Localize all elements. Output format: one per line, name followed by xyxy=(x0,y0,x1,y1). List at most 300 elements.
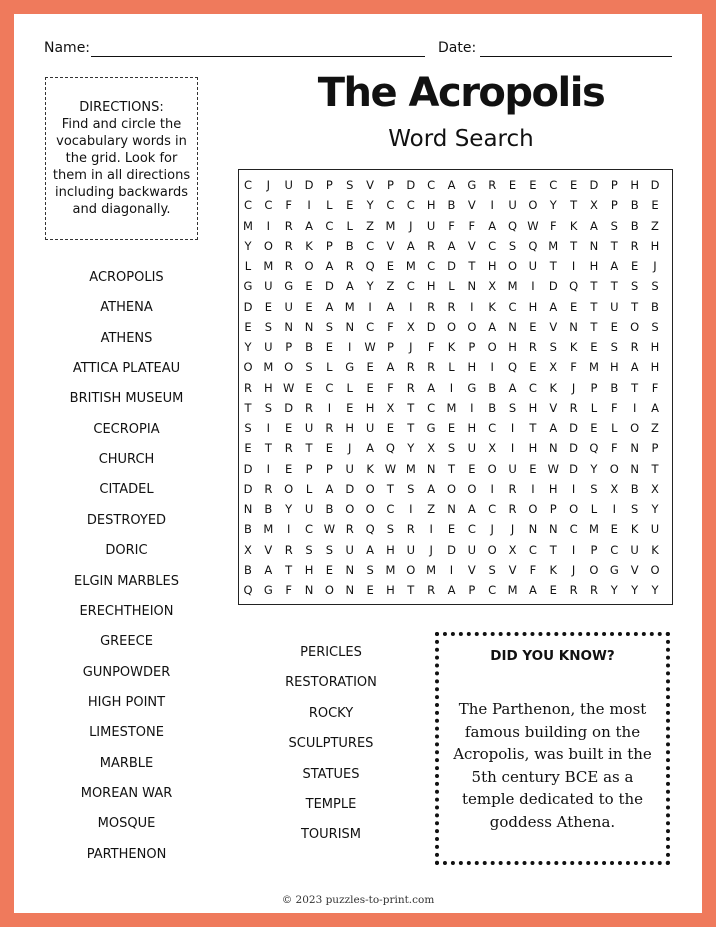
grid-letter: O xyxy=(365,481,375,496)
grid-letter: C xyxy=(427,400,436,415)
grid-letter: H xyxy=(467,421,477,435)
grid-letter: D xyxy=(426,319,436,334)
grid-letter: A xyxy=(447,583,456,597)
grid-letter: C xyxy=(243,198,253,213)
grid-letter: S xyxy=(264,319,272,334)
grid-letter: V xyxy=(549,400,558,415)
grid-letter: C xyxy=(325,218,334,233)
grid-letter: L xyxy=(305,481,313,496)
grid-letter: Z xyxy=(427,502,436,516)
grid-letter: E xyxy=(366,380,374,395)
grid-letter: C xyxy=(569,522,578,537)
grid-letter: E xyxy=(590,340,598,354)
grid-letter: M xyxy=(243,218,253,233)
name-label: Name: xyxy=(44,40,91,56)
grid-letter: L xyxy=(590,502,598,516)
grid-letter: H xyxy=(365,400,375,415)
grid-letter: I xyxy=(286,522,291,537)
grid-letter: A xyxy=(427,380,436,395)
grid-letter: Q xyxy=(385,441,395,456)
grid-letter: H xyxy=(650,360,660,375)
grid-letter: S xyxy=(610,218,618,233)
grid-letter: C xyxy=(366,319,375,334)
grid-letter: O xyxy=(589,562,599,577)
grid-letter: R xyxy=(345,259,354,273)
grid-letter: V xyxy=(467,562,476,577)
grid-letter: M xyxy=(548,238,559,253)
date-label: Date: xyxy=(438,40,477,56)
grid-letter: Y xyxy=(366,279,374,294)
grid-letter: F xyxy=(448,218,455,233)
grid-letter: G xyxy=(467,380,477,395)
grid-letter: C xyxy=(488,238,497,253)
grid-letter: O xyxy=(569,502,579,516)
grid-letter: U xyxy=(650,522,660,537)
grid-letter: U xyxy=(508,461,517,476)
grid-letter: R xyxy=(569,583,578,597)
grid-letter: A xyxy=(528,583,537,597)
did-you-know-text: The Parthenon, the most famous building on the Acropolis, was built in the 5th century BCE as a temple dedicated to the goddess Athena. xyxy=(453,700,652,831)
grid-letter: N xyxy=(243,502,253,516)
grid-letter: O xyxy=(324,583,334,597)
grid-letter: I xyxy=(409,299,413,314)
grid-letter: O xyxy=(467,319,477,334)
grid-letter: S xyxy=(407,481,415,496)
grid-letter: F xyxy=(387,319,394,334)
grid-letter: V xyxy=(549,319,558,334)
grid-letter: I xyxy=(470,299,474,314)
grid-letter: R xyxy=(508,481,517,496)
grid-letter: I xyxy=(490,360,494,375)
grid-letter: L xyxy=(346,218,353,233)
word-list-item: CECROPIA xyxy=(93,421,160,437)
grid-letter: D xyxy=(345,481,355,496)
grid-letter: K xyxy=(630,522,639,537)
grid-letter: O xyxy=(304,259,314,273)
grid-letter: N xyxy=(447,502,456,516)
grid-letter: S xyxy=(630,279,639,294)
word-list-item: TEMPLE xyxy=(305,797,357,812)
grid-letter: N xyxy=(304,583,314,597)
grid-letter: R xyxy=(406,522,415,537)
grid-letter: A xyxy=(406,238,415,253)
grid-letter: P xyxy=(305,461,313,476)
grid-letter: R xyxy=(325,421,334,435)
grid-letter: E xyxy=(305,299,313,314)
grid-letter: C xyxy=(528,380,537,395)
date-line xyxy=(480,56,672,57)
grid-letter: A xyxy=(651,400,659,415)
grid-letter: W xyxy=(384,461,397,476)
grid-letter: B xyxy=(630,481,639,496)
grid-letter: G xyxy=(263,583,273,597)
grid-letter: A xyxy=(305,218,313,233)
grid-letter: D xyxy=(304,178,314,192)
word-list-item: HIGH POINT xyxy=(87,694,166,710)
grid-letter: E xyxy=(366,360,374,375)
grid-letter: M xyxy=(263,360,274,375)
grid-letter: Q xyxy=(589,441,599,456)
grid-letter: L xyxy=(448,279,455,294)
grid-letter: R xyxy=(406,380,415,395)
grid-letter: M xyxy=(263,259,274,273)
grid-letter: O xyxy=(487,461,497,476)
grid-letter: I xyxy=(571,542,576,557)
grid-letter: J xyxy=(409,340,413,354)
grid-letter: M xyxy=(405,259,416,273)
grid-letter: I xyxy=(531,279,535,294)
grid-letter: A xyxy=(508,380,517,395)
grid-letter: B xyxy=(325,502,334,516)
grid-letter: P xyxy=(590,380,598,395)
grid-letter: T xyxy=(610,238,618,253)
grid-letter: Y xyxy=(366,198,374,213)
grid-letter: E xyxy=(346,198,354,213)
grid-letter: C xyxy=(488,502,497,516)
grid-letter: R xyxy=(427,583,436,597)
grid-letter: S xyxy=(610,340,618,354)
grid-letter: M xyxy=(446,400,457,415)
grid-letter: T xyxy=(285,562,293,577)
grid-letter: Q xyxy=(508,218,518,233)
grid-letter: Z xyxy=(651,421,659,435)
grid-letter: I xyxy=(266,218,271,233)
grid-letter: A xyxy=(386,360,395,375)
grid-letter: T xyxy=(631,380,639,395)
grid-letter: U xyxy=(284,178,293,192)
grid-letter: S xyxy=(447,441,456,456)
grid-letter: H xyxy=(528,400,538,415)
grid-letter: E xyxy=(244,319,252,334)
grid-letter: V xyxy=(630,562,639,577)
grid-letter: U xyxy=(345,461,354,476)
grid-letter: U xyxy=(610,299,619,314)
grid-letter: I xyxy=(470,400,474,415)
grid-letter: Z xyxy=(366,218,375,233)
grid-letter: Y xyxy=(651,502,659,516)
grid-letter: B xyxy=(244,522,252,537)
grid-letter: H xyxy=(345,421,355,435)
grid-letter: U xyxy=(406,542,415,557)
grid-letter: X xyxy=(589,198,598,213)
grid-letter: R xyxy=(284,259,293,273)
grid-letter: I xyxy=(409,502,413,516)
directions-text: DIRECTIONS: Find and circle the vocabulary words in the grid. Look for them in all directions including backwards and diagonally. xyxy=(52,100,191,217)
grid-letter: H xyxy=(264,380,273,395)
grid-letter: B xyxy=(610,380,619,395)
page-subtitle: Word Search xyxy=(388,126,534,152)
grid-letter: S xyxy=(508,238,517,253)
word-list-item: GREECE xyxy=(100,634,153,650)
grid-letter: U xyxy=(284,299,293,314)
grid-letter: D xyxy=(589,178,599,192)
grid-letter: I xyxy=(632,400,637,415)
grid-letter: F xyxy=(610,441,618,456)
grid-letter: H xyxy=(487,259,497,273)
word-list-item: DORIC xyxy=(105,543,148,559)
grid-letter: T xyxy=(570,238,578,253)
grid-letter: A xyxy=(325,259,334,273)
word-list-item: ACROPOLIS xyxy=(89,270,164,285)
word-list-item: ELGIN MARBLES xyxy=(74,573,179,589)
grid-letter: D xyxy=(243,299,253,314)
grid-letter: U xyxy=(264,340,273,354)
grid-letter: T xyxy=(549,259,557,273)
grid-letter: K xyxy=(569,340,578,354)
grid-letter: C xyxy=(264,198,273,213)
grid-letter: K xyxy=(447,340,456,354)
grid-letter: J xyxy=(653,259,657,273)
grid-letter: W xyxy=(547,461,559,476)
grid-letter: J xyxy=(429,542,433,557)
grid-letter: B xyxy=(345,238,354,253)
word-list-item: PARTHENON xyxy=(86,846,167,862)
grid-letter: D xyxy=(243,461,253,476)
grid-letter: R xyxy=(406,360,415,375)
grid-letter: T xyxy=(264,441,272,456)
word-list-item: ROCKY xyxy=(308,705,354,721)
grid-letter: M xyxy=(263,522,274,537)
grid-letter: E xyxy=(285,421,293,435)
grid-letter: H xyxy=(548,481,558,496)
grid-letter: E xyxy=(325,562,334,577)
grid-letter: I xyxy=(368,299,372,314)
grid-letter: K xyxy=(549,562,558,577)
grid-letter: M xyxy=(507,583,518,597)
grid-letter: R xyxy=(284,542,293,557)
grid-letter: L xyxy=(346,380,353,395)
grid-letter: R xyxy=(284,238,293,253)
grid-letter: H xyxy=(508,340,517,354)
grid-letter: V xyxy=(467,198,476,213)
grid-letter: P xyxy=(386,340,394,354)
grid-letter: N xyxy=(345,562,355,577)
grid-letter: Y xyxy=(244,340,252,354)
grid-letter: A xyxy=(345,279,354,294)
grid-letter: I xyxy=(510,441,515,456)
grid-letter: G xyxy=(609,562,619,577)
grid-letter: S xyxy=(264,400,272,415)
grid-letter: C xyxy=(427,259,436,273)
grid-letter: O xyxy=(446,481,457,496)
grid-letter: I xyxy=(490,198,494,213)
grid-letter: A xyxy=(488,319,497,334)
grid-letter: O xyxy=(243,360,253,375)
grid-letter: E xyxy=(529,178,537,192)
grid-letter: R xyxy=(264,481,273,496)
grid-letter: W xyxy=(527,218,539,233)
grid-letter: Q xyxy=(365,522,375,537)
grid-letter: X xyxy=(549,360,558,375)
grid-letter: K xyxy=(366,461,374,476)
grid-letter: E xyxy=(529,360,537,375)
grid-letter: T xyxy=(549,542,557,557)
grid-letter: M xyxy=(507,279,518,294)
grid-letter: P xyxy=(468,340,476,354)
grid-letter: D xyxy=(548,279,558,294)
grid-letter: M xyxy=(426,562,437,577)
grid-letter: D xyxy=(447,259,456,273)
grid-letter: X xyxy=(488,441,497,456)
grid-letter: U xyxy=(508,198,517,213)
grid-letter: N xyxy=(548,522,558,537)
grid-letter: R xyxy=(427,360,436,375)
grid-letter: K xyxy=(651,542,659,557)
grid-letter: E xyxy=(366,583,374,597)
grid-letter: C xyxy=(386,502,395,516)
grid-letter: A xyxy=(447,238,456,253)
grid-letter: J xyxy=(266,178,271,192)
grid-letter: L xyxy=(611,421,618,435)
grid-letter: H xyxy=(386,583,395,597)
grid-letter: T xyxy=(590,319,598,334)
grid-letter: H xyxy=(528,441,538,456)
grid-letter: E xyxy=(244,441,252,456)
grid-letter: E xyxy=(610,522,618,537)
grid-letter: D xyxy=(447,542,456,557)
grid-letter: K xyxy=(569,218,578,233)
grid-letter: U xyxy=(630,542,639,557)
grid-letter: C xyxy=(406,279,415,294)
grid-letter: F xyxy=(570,360,577,375)
grid-letter: O xyxy=(609,461,619,476)
grid-letter: E xyxy=(386,421,395,435)
grid-letter: E xyxy=(529,319,537,334)
grid-letter: C xyxy=(243,178,253,192)
grid-letter: B xyxy=(630,198,639,213)
grid-letter: A xyxy=(549,421,558,435)
grid-letter: T xyxy=(610,279,618,294)
grid-letter: T xyxy=(447,461,456,476)
grid-letter: S xyxy=(325,542,334,557)
grid-letter: T xyxy=(570,198,578,213)
grid-letter: R xyxy=(447,299,456,314)
grid-letter: X xyxy=(610,481,619,496)
grid-letter: I xyxy=(571,481,576,496)
grid-letter: K xyxy=(549,380,558,395)
grid-letter: S xyxy=(651,319,659,334)
grid-letter: S xyxy=(651,279,659,294)
grid-letter: U xyxy=(304,502,314,516)
grid-letter: P xyxy=(325,238,333,253)
grid-letter: I xyxy=(612,502,616,516)
grid-letter: O xyxy=(650,562,660,577)
grid-letter: Y xyxy=(244,238,252,253)
grid-letter: N xyxy=(467,279,477,294)
grid-letter: T xyxy=(305,441,313,456)
grid-letter: F xyxy=(468,218,476,233)
grid-letter: N xyxy=(569,319,578,334)
grid-letter: R xyxy=(569,400,578,415)
grid-letter: C xyxy=(427,178,436,192)
grid-letter: E xyxy=(508,178,517,192)
grid-letter: N xyxy=(630,441,639,456)
grid-letter: E xyxy=(305,279,313,294)
grid-letter: T xyxy=(468,259,476,273)
grid-letter: P xyxy=(325,461,333,476)
grid-letter: W xyxy=(364,340,376,354)
grid-letter: M xyxy=(588,360,599,375)
grid-letter: B xyxy=(447,198,456,213)
grid-letter: K xyxy=(305,238,313,253)
page-title: The Acropolis xyxy=(317,70,605,116)
grid-letter: B xyxy=(488,380,497,395)
grid-letter: R xyxy=(528,340,537,354)
grid-letter: A xyxy=(386,299,395,314)
grid-letter: U xyxy=(345,542,354,557)
grid-letter: E xyxy=(569,178,578,192)
grid-letter: J xyxy=(409,218,413,233)
grid-letter: O xyxy=(284,481,294,496)
grid-letter: G xyxy=(467,178,477,192)
grid-letter: D xyxy=(406,178,416,192)
grid-letter: N xyxy=(345,319,355,334)
word-list-item: DESTROYED xyxy=(86,512,167,528)
grid-letter: S xyxy=(244,421,252,435)
grid-letter: P xyxy=(549,502,557,516)
grid-letter: A xyxy=(467,502,476,516)
grid-letter: D xyxy=(569,441,579,456)
grid-letter: E xyxy=(325,340,334,354)
grid-letter: E xyxy=(386,259,395,273)
grid-letter: U xyxy=(467,441,477,456)
grid-letter: T xyxy=(386,481,394,496)
grid-letter: R xyxy=(284,218,293,233)
grid-letter: H xyxy=(609,360,619,375)
word-list-item: STATUES xyxy=(302,766,360,782)
grid-letter: H xyxy=(426,279,436,294)
grid-letter: O xyxy=(630,421,640,435)
grid-letter: E xyxy=(264,299,272,314)
did-you-know-title: DID YOU KNOW? xyxy=(490,648,615,664)
grid-letter: K xyxy=(488,299,496,314)
grid-letter: Y xyxy=(285,502,293,516)
grid-letter: Y xyxy=(549,198,557,213)
grid-letter: T xyxy=(407,583,415,597)
grid-letter: E xyxy=(305,380,313,395)
grid-letter: L xyxy=(326,198,333,213)
grid-letter: M xyxy=(385,562,396,577)
grid-letter: P xyxy=(610,198,618,213)
grid-letter: R xyxy=(244,380,252,395)
grid-letter: A xyxy=(590,218,598,233)
grid-letter: N xyxy=(345,583,355,597)
word-list-item: GUNPOWDER xyxy=(82,664,171,680)
grid-letter: C xyxy=(386,198,395,213)
grid-letter: H xyxy=(528,299,538,314)
did-you-know-box xyxy=(435,632,670,865)
grid-letter: X xyxy=(386,400,395,415)
grid-letter: T xyxy=(529,421,537,435)
grid-letter: S xyxy=(366,562,374,577)
grid-letter: E xyxy=(468,461,476,476)
grid-letter: J xyxy=(490,522,494,537)
grid-letter: G xyxy=(345,360,355,375)
grid-letter: S xyxy=(508,400,517,415)
grid-letter: M xyxy=(588,522,599,537)
grid-letter: E xyxy=(325,441,334,456)
grid-letter: R xyxy=(508,502,517,516)
grid-letter: U xyxy=(528,259,538,273)
word-list-item: MOREAN WAR xyxy=(80,785,173,801)
grid-letter: O xyxy=(467,481,477,496)
grid-letter: E xyxy=(610,319,618,334)
grid-letter: B xyxy=(630,218,639,233)
grid-letter: N xyxy=(284,319,293,334)
grid-letter: N xyxy=(548,441,558,456)
grid-letter: P xyxy=(386,178,394,192)
grid-letter: A xyxy=(610,259,619,273)
